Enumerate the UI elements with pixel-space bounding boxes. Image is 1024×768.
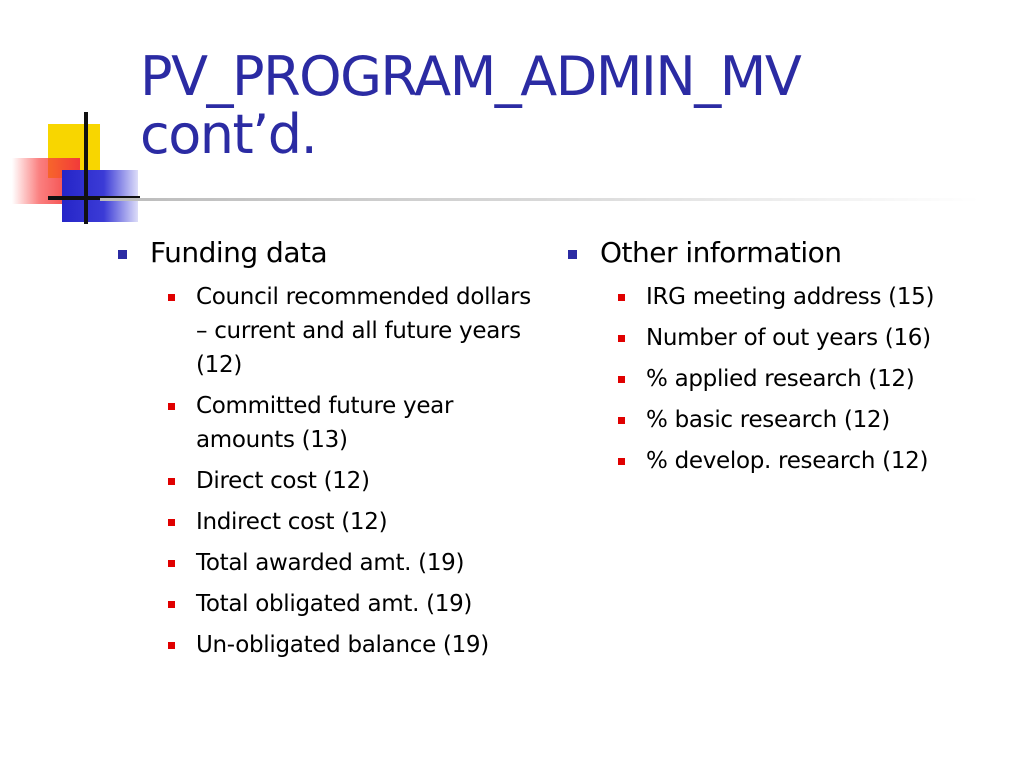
list-item — [112, 280, 532, 382]
square-bullet-icon — [618, 376, 625, 383]
item-text: Number of out years (16) — [646, 325, 931, 351]
square-bullet-icon — [168, 601, 175, 608]
item-text: % basic research (12) — [646, 407, 890, 433]
square-bullet-icon — [168, 294, 175, 301]
list-item — [562, 321, 1002, 355]
slide-title — [140, 45, 1000, 166]
square-bullet-icon — [618, 294, 625, 301]
square-bullet-icon — [168, 642, 175, 649]
item-text: IRG meeting address (15) — [646, 284, 935, 310]
corner-decoration — [0, 0, 150, 240]
item-text: Council recommended dollars – current and all future years (12) — [196, 284, 531, 378]
item-text: % applied research (12) — [646, 366, 915, 392]
bullet-heading — [562, 236, 1002, 270]
title-underline — [100, 198, 980, 201]
title-line-1: PV_PROGRAM_ADMIN_MV — [140, 45, 801, 108]
sub-bullet-list — [112, 280, 532, 662]
list-item — [562, 403, 1002, 437]
heading-text: Funding data — [150, 236, 328, 269]
square-bullet-icon — [618, 417, 625, 424]
square-bullet-icon — [168, 403, 175, 410]
square-bullet-icon — [168, 478, 175, 485]
item-text: Total awarded amt. (19) — [196, 550, 465, 576]
list-item — [112, 587, 532, 621]
item-text: % develop. research (12) — [646, 448, 929, 474]
list-item — [112, 505, 532, 539]
item-text: Direct cost (12) — [196, 468, 370, 494]
bullet-heading — [112, 236, 532, 270]
list-item — [562, 362, 1002, 396]
square-bullet-icon — [618, 335, 625, 342]
square-bullet-icon — [618, 458, 625, 465]
item-text: Total obligated amt. (19) — [196, 591, 473, 617]
right-column — [562, 236, 1002, 485]
title-line-2: cont’d. — [140, 103, 317, 166]
left-column — [112, 236, 532, 669]
list-item — [112, 628, 532, 662]
list-item — [112, 546, 532, 580]
heading-text: Other information — [600, 236, 842, 269]
square-bullet-icon — [168, 519, 175, 526]
vertical-line — [84, 112, 88, 224]
list-item — [112, 389, 532, 457]
list-item — [562, 280, 1002, 314]
item-text: Committed future year amounts (13) — [196, 393, 454, 453]
sub-bullet-list — [562, 280, 1002, 478]
item-text: Indirect cost (12) — [196, 509, 388, 535]
list-item — [112, 464, 532, 498]
square-bullet-icon — [568, 250, 577, 259]
item-text: Un-obligated balance (19) — [196, 632, 489, 658]
square-bullet-icon — [118, 250, 127, 259]
square-bullet-icon — [168, 560, 175, 567]
list-item — [562, 444, 1002, 478]
